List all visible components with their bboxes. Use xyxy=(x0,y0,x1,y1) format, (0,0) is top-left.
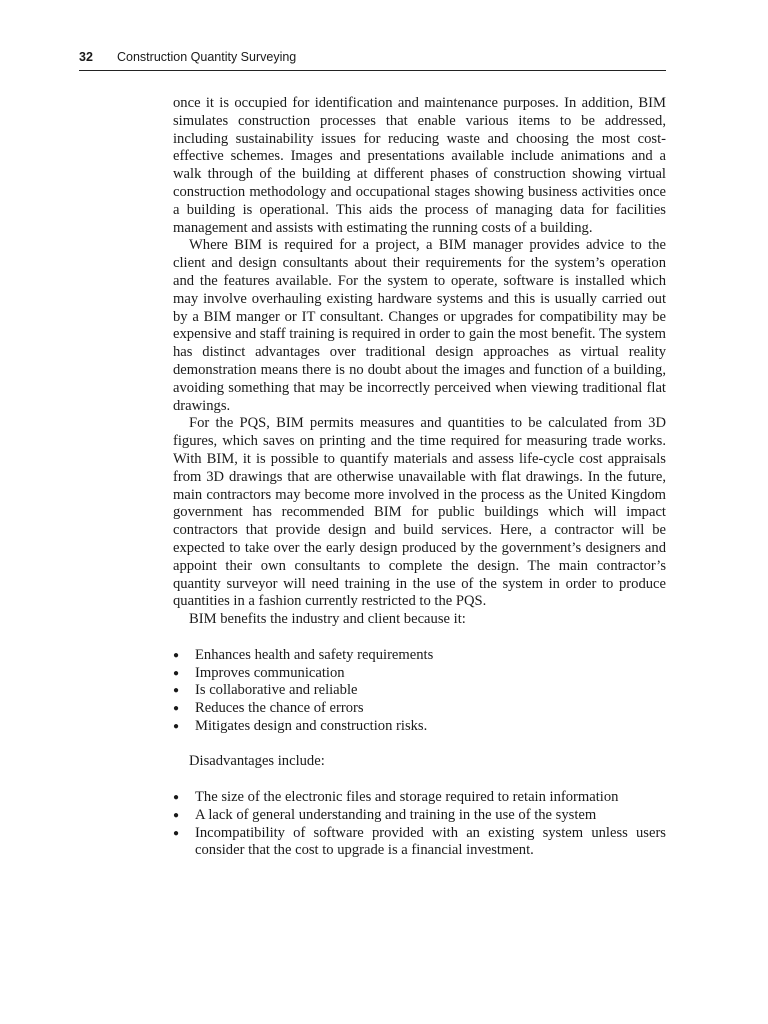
bullet-icon: ● xyxy=(173,720,180,732)
bullet-icon: ● xyxy=(173,792,180,804)
list-item xyxy=(173,825,666,861)
bullet-icon: ● xyxy=(173,667,180,679)
bullet-icon: ● xyxy=(173,703,180,715)
list-item xyxy=(173,807,666,825)
running-title: Construction Quantity Surveying xyxy=(117,50,297,64)
list-item xyxy=(173,647,666,665)
list-item-text: The size of the electronic files and storage required to retain information xyxy=(195,789,619,806)
running-header xyxy=(79,49,666,71)
list-item-text: Enhances health and safety requirements xyxy=(195,646,434,663)
list-item xyxy=(173,789,666,807)
bullet-icon: ● xyxy=(173,827,180,839)
list-item-text: Incompatibility of software provided with an existing system unless users consider that the cost to upgrade is a financial investment. xyxy=(195,824,666,859)
list-item xyxy=(173,665,666,683)
paragraph-bim-manager: Where BIM is required for a project, a BIM manager provides advice to the client and design consultants about their requirements for the system’s operation and the features available. For the system to operate, software is installed which may involve overhauling existing hardware systems and this is usually carried out by a BIM manger or IT consultant. Changes or upgrades for compatibility may be expensive and staff training is required in order to gain the most benefit. The system has distinct advantages over traditional design approaches as virtual reality demonstration means there is no doubt about the images and function of a building, avoiding something that may be incorrectly perceived when viewing traditional flat drawings. xyxy=(173,237,666,414)
disadvantages-intro: Disadvantages include: xyxy=(189,753,325,770)
body-text xyxy=(173,95,666,878)
list-item-text: Improves communication xyxy=(195,664,345,681)
list-item-text: A lack of general understanding and training in the use of the system xyxy=(195,806,597,823)
list-item-text: Reduces the chance of errors xyxy=(195,700,364,717)
list-item xyxy=(173,700,666,718)
paragraph-pqs: For the PQS, BIM permits measures and quantities to be calculated from 3D figures, which saves on printing and the time required for measuring trade works. With BIM, it is possible to quantify materials and assess life-cycle cost appraisals from 3D drawings that are otherwise unavailable with flat drawings. In the future, main contractors may become more involved in the process as the United Kingdom government has recommended BIM for public buildings which will impact contractors that provide design and build services. Here, a contractor will be expected to take over the early design produced by the government’s designers and appoint their own consultants to complete the design. The main contractor’s quantity surveyor will need training in the use of the system in order to produce quantities in a fashion currently restricted to the PQS. xyxy=(173,415,666,610)
list-item-text: Mitigates design and construction risks. xyxy=(195,717,428,734)
bullet-icon: ● xyxy=(173,649,180,661)
page-number: 32 xyxy=(79,50,93,64)
list-item xyxy=(173,718,666,736)
list-item-text: Is collaborative and reliable xyxy=(195,682,358,699)
paragraph-continued: once it is occupied for identification and maintenance purposes. In addition, BIM simulates construction processes that enable various items to be addressed, including sustainability issues for reducing waste and choosing the most cost-effective schemes. Images and presentations available include animations and a walk through of the building at different phases of construction showing virtual construction methodology and occupational stages showing business activities once a building is operational. This aids the process of managing data for facilities management and assists with estimating the running costs of a building. xyxy=(173,95,666,236)
benefits-list xyxy=(173,647,666,736)
disadvantages-list xyxy=(173,789,666,860)
bullet-icon: ● xyxy=(173,809,180,821)
list-item xyxy=(173,682,666,700)
bullet-icon: ● xyxy=(173,685,180,697)
paragraph-benefits-intro: BIM benefits the industry and client because it: xyxy=(189,611,466,628)
